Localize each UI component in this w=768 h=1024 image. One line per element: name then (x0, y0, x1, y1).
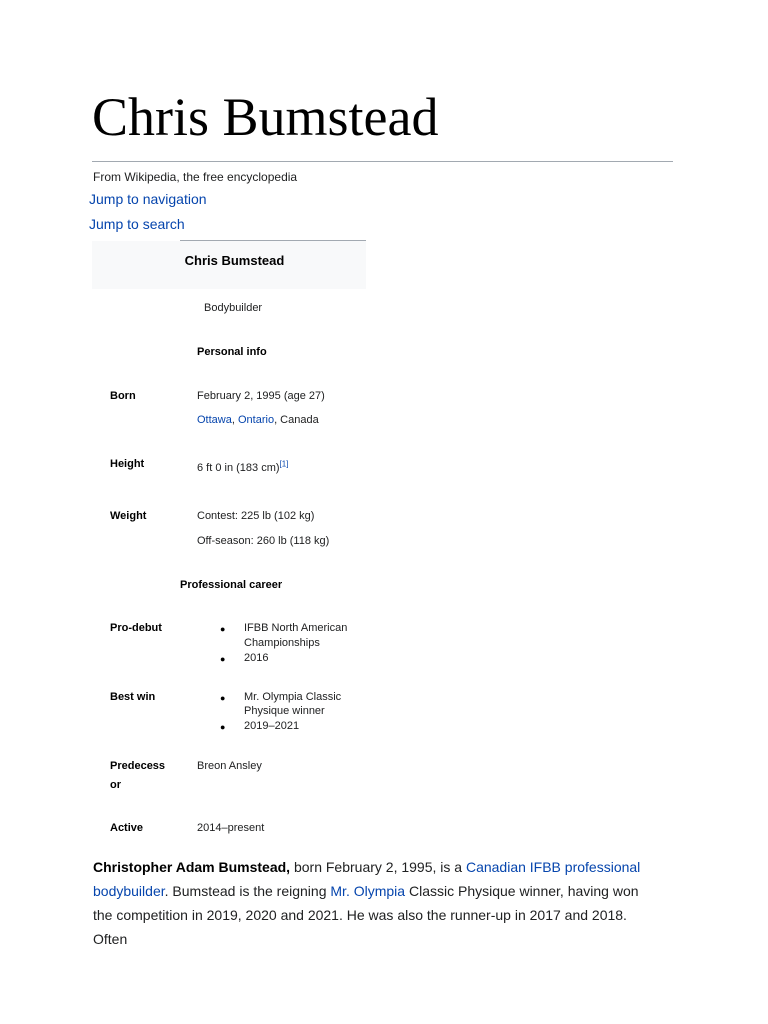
active-label: Active (110, 822, 144, 834)
height-value (197, 461, 288, 476)
born-label: Born (110, 390, 136, 402)
best-win-label: Best win (110, 691, 156, 703)
professional-bodybuilder-link[interactable]: professional bodybuilder (93, 859, 641, 899)
mr-olympia-classic-link-line2[interactable]: Physique winner (244, 705, 325, 717)
jump-to-search-link[interactable]: Jump to search (89, 216, 185, 232)
mr-olympia-classic-link-line1[interactable]: Mr. Olympia Classic (244, 691, 342, 703)
ontario-link[interactable]: Ontario (237, 414, 275, 426)
ottawa-link[interactable]: Ottawa (197, 414, 232, 426)
born-place-country: , Canada (274, 414, 319, 426)
born-place (197, 413, 319, 428)
bullet-icon: ● (220, 693, 226, 703)
canadian-link[interactable]: Canadian (465, 859, 526, 875)
page-title: Chris Bumstead (92, 87, 439, 147)
personal-info-header: Personal info (197, 346, 267, 358)
height-reference-link[interactable]: [1] (279, 459, 289, 469)
site-tagline: From Wikipedia, the free encyclopedia (93, 170, 298, 184)
height-label: Height (110, 458, 145, 470)
intro-text-1: born February 2, 1995, is a (290, 859, 466, 875)
predecessor-value: Breon Ansley (197, 760, 262, 772)
weight-offseason: Off-season: 260 lb (118 kg) (197, 535, 330, 547)
weight-label: Weight (110, 510, 147, 522)
pro-debut-event-line2: Championships (244, 637, 320, 649)
active-value: 2014–present (197, 822, 265, 834)
pro-debut-year: 2016 (244, 652, 269, 664)
pro-debut-label: Pro-debut (110, 622, 162, 634)
best-win-years: 2019–2021 (244, 720, 300, 732)
bullet-icon: ● (220, 654, 226, 664)
height-text: 6 ft 0 in (183 cm) (197, 462, 280, 474)
born-date: February 2, 1995 (age 27) (197, 390, 325, 402)
occupation-link[interactable]: Bodybuilder (204, 302, 263, 314)
jump-to-navigation-link[interactable]: Jump to navigation (89, 191, 207, 207)
subject-full-name: Christopher Adam Bumstead, (93, 859, 291, 875)
mr-olympia-link[interactable]: Mr. Olympia (330, 883, 406, 899)
title-divider (92, 161, 673, 162)
infobox-name: Chris Bumstead (184, 253, 285, 268)
infobox-header (92, 241, 366, 289)
born-place-separator: , (231, 414, 238, 426)
predecessor-label-line1: Predecess (110, 760, 166, 772)
ifbb-link[interactable]: IFBB (529, 859, 561, 875)
bullet-icon: ● (220, 722, 226, 732)
intro-text-2: . Bumstead is the reigning (164, 883, 331, 899)
intro-paragraph (93, 855, 661, 951)
bullet-icon: ● (220, 624, 226, 634)
intro-text-3: Classic Physique winner, having won the competition in 2019, 2020 and 2021. He was also the runner-up in 2017 and 2018. Often (93, 883, 639, 947)
professional-career-header: Professional career (180, 579, 283, 591)
weight-contest: Contest: 225 lb (102 kg) (197, 510, 315, 522)
pro-debut-event-line1: IFBB North American (244, 622, 348, 634)
predecessor-label-line2: or (110, 779, 121, 791)
